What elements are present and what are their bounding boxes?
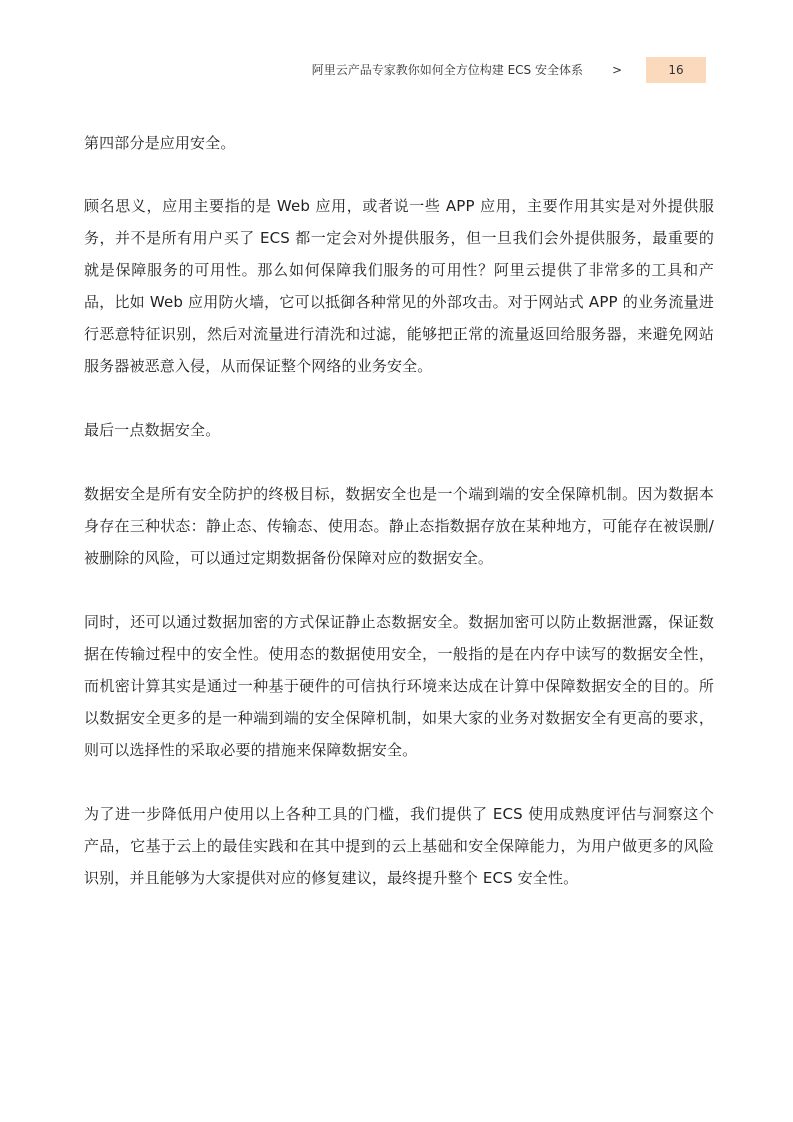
page-number-badge: 16 — [646, 57, 706, 83]
paragraph-app-security: 顾名思义，应用主要指的是 Web 应用，或者说一些 APP 应用，主要作用其实是对外提供服务，并不是所有用户买了 ECS 都一定会对外提供服务，但一旦我们会外提供服务，最重要的就是保障服务的可用性。那么如何保障我们服务的可用性？阿里云提供了非常多的工具和产品，比如 Web 应用防火墙，它可以抵御各种常见的外部攻击。对于网站式 APP 的业务流量进行恶意特征识别，然后对流量进行清洗和过滤，能够把正常的流量返回给服务器，来避免网站服务器被恶意入侵，从而保证整个网络的业务安全。 — [84, 197, 714, 375]
header-title: 阿里云产品专家教你如何全方位构建 ECS 安全体系 — [311, 63, 583, 77]
paragraph-ecs-maturity: 为了进一步降低用户使用以上各种工具的门槛，我们提供了 ECS 使用成熟度评估与洞察这个产品，它基于云上的最佳实践和在其中提到的云上基础和安全保障能力，为用户做更多的风险识别，并且能够为大家提供对应的修复建议，最终提升整个 ECS 安全性。 — [84, 805, 714, 887]
paragraph-data-security-intro: 最后一点数据安全。 — [84, 421, 221, 439]
page-header — [0, 57, 793, 83]
paragraph-encryption: 同时，还可以通过数据加密的方式保证静止态数据安全。数据加密可以防止数据泄露，保证数据在传输过程中的安全性。使用态的数据使用安全，一般指的是在内存中读写的数据安全性，而机密计算其实是通过一种基于硬件的可信执行环境来达成在计算中保障数据安全的目的。所以数据安全更多的是一种端到端的安全保障机制，如果大家的业务对数据安全有更高的要求，则可以选择性的采取必要的措施来保障数据安全。 — [84, 613, 714, 759]
next-arrow-icon[interactable]: > — [612, 63, 623, 77]
paragraph-data-states: 数据安全是所有安全防护的终极目标，数据安全也是一个端到端的安全保障机制。因为数据本身存在三种状态：静止态、传输态、使用态。静止态指数据存放在某种地方，可能存在被误删/被删除的风险，可以通过定期数据备份保障对应的数据安全。 — [84, 485, 714, 567]
paragraph-app-security-intro: 第四部分是应用安全。 — [84, 134, 236, 152]
